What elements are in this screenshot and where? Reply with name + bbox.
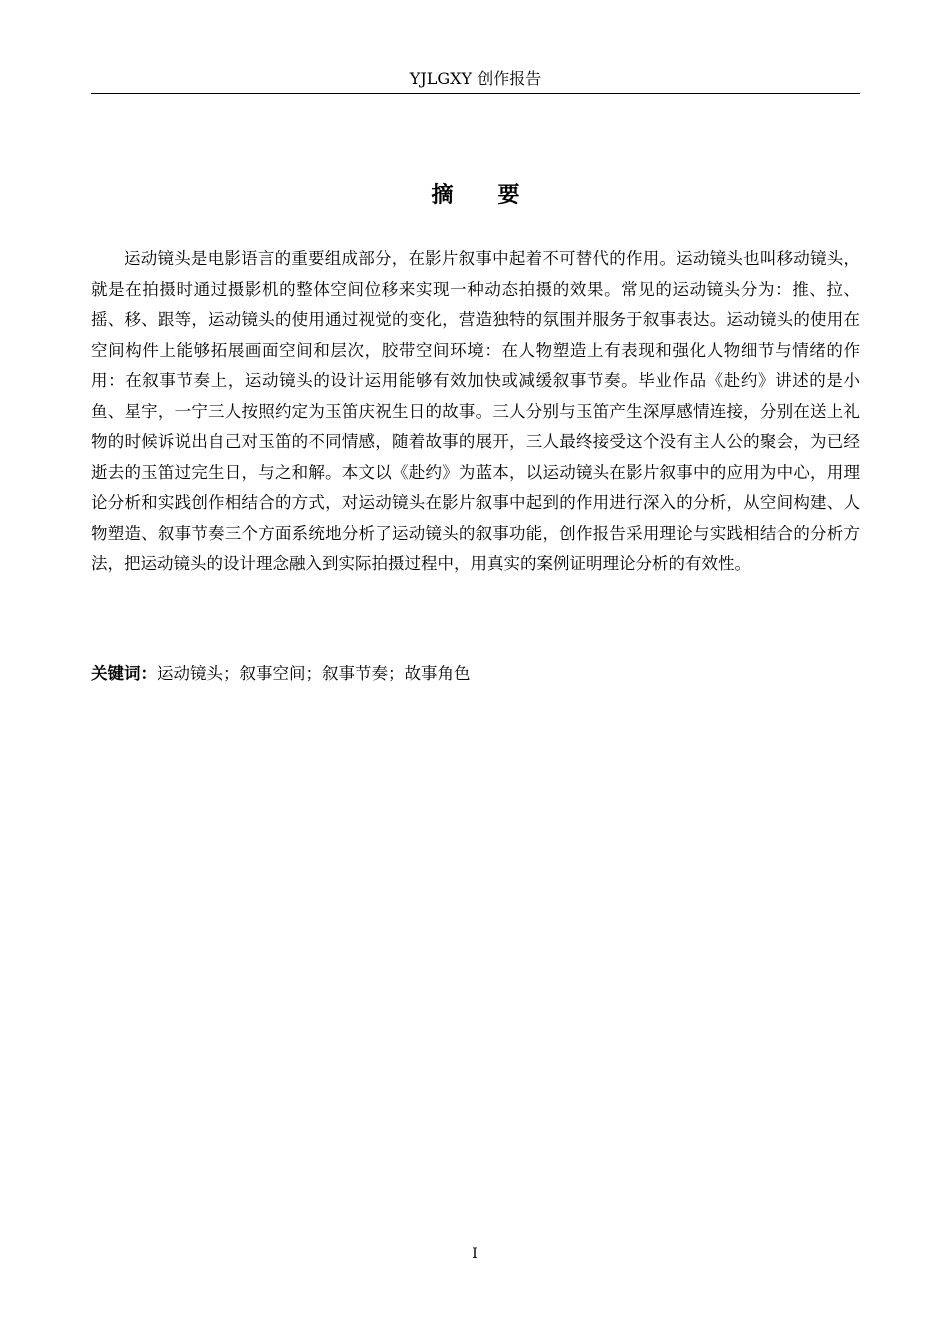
keywords-value: 运动镜头；叙事空间；叙事节奏；故事角色: [157, 664, 471, 683]
header-title: YJLGXY 创作报告: [409, 69, 542, 88]
page-header: [91, 66, 860, 94]
keywords-line: [91, 659, 860, 689]
abstract-title: 摘要: [431, 182, 564, 208]
abstract-body: 运动镜头是电影语言的重要组成部分，在影片叙事中起着不可替代的作用。运动镜头也叫移动镜头，就是在拍摄时通过摄影机的整体空间位移来实现一种动态拍摄的效果。常见的运动镜头分为：推、拉、摇、移、跟等，运动镜头的使用通过视觉的变化，营造独特的氛围并服务于叙事表达。运动镜头的使用在空间构件上能够拓展画面空间和层次，胶带空间环境：在人物塑造上有表现和强化人物细节与情绪的作用：在叙事节奏上，运动镜头的设计运用能够有效加快或减缓叙事节奏。毕业作品《赴约》讲述的是小鱼、星宇，一宁三人按照约定为玉笛庆祝生日的故事。三人分别与玉笛产生深厚感情连接，分别在送上礼物的时候诉说出自己对玉笛的不同情感，随着故事的展开，三人最终接受这个没有主人公的聚会，为已经逝去的玉笛过完生日，与之和解。本文以《赴约》为蓝本，以运动镜头在影片叙事中的应用为中心，用理论分析和实践创作相结合的方式，对运动镜头在影片叙事中起到的作用进行深入的分析，从空间构建、人物塑造、叙事节奏三个方面系统地分析了运动镜头的叙事功能，创作报告采用理论与实践相结合的分析方法，把运动镜头的设计理念融入到实际拍摄过程中，用真实的案例证明理论分析的有效性。: [91, 249, 860, 573]
page-number: I: [472, 1246, 478, 1262]
keywords-label: 关键词：: [91, 664, 157, 683]
